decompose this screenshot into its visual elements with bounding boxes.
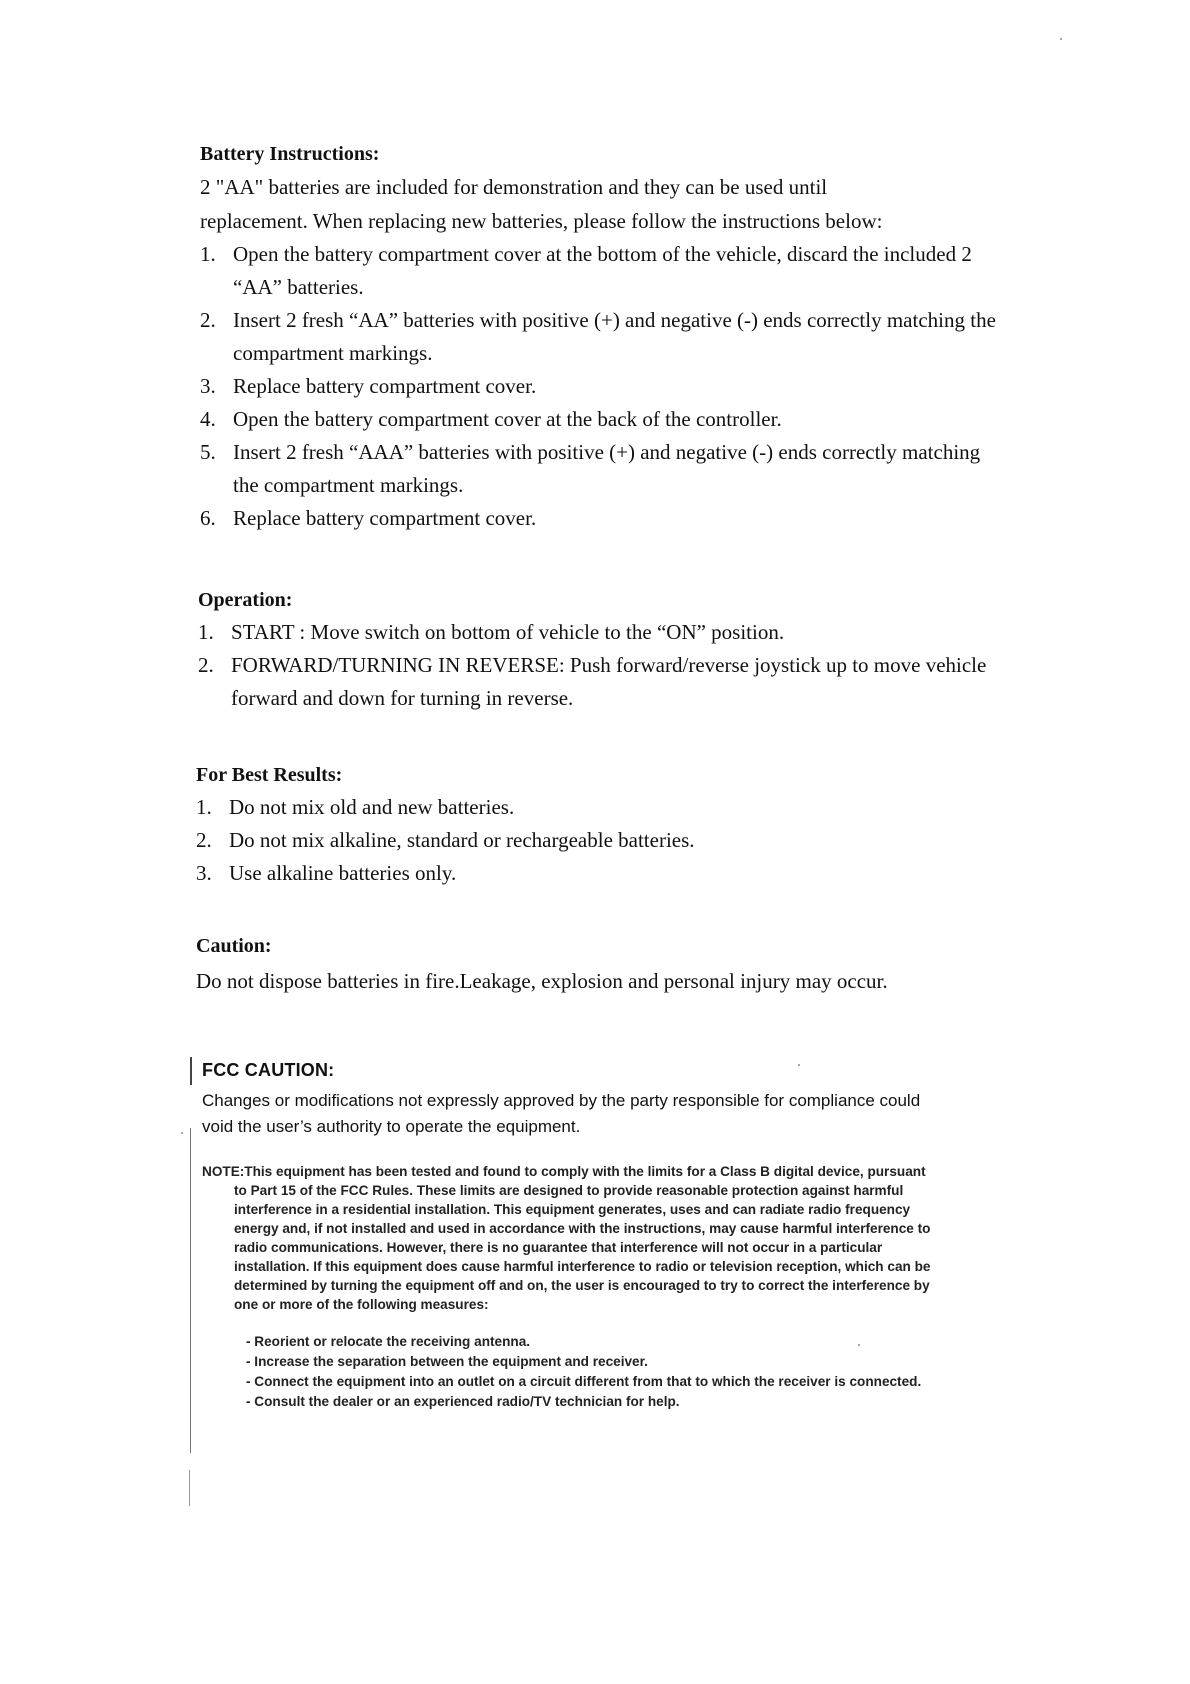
caution-heading: Caution:: [196, 935, 272, 957]
list-item-text: FORWARD/TURNING IN REVERSE: Push forward/reverse joystick up to move vehicle forward and down for turning in reverse.: [231, 653, 987, 710]
caution-text: Do not dispose batteries in fire.Leakage, explosion and personal injury may occur.: [196, 969, 888, 993]
list-item: [196, 857, 996, 890]
list-item-number: 5.: [200, 440, 216, 464]
best-results-list: [196, 791, 996, 890]
fcc-note-text: This equipment has been tested and found to comply with the limits for a Class B digital device, pursuant to Part 15 of the FCC Rules. These limits are designed to provide reasonable protection against harmful interference in a residential installation. This equipment generates, uses and can radiate radio frequency energy and, if not installed and used in accordance with the instructions, may cause harmful interference to radio communications. However, there is no guarantee that interference will not occur in a particular installation. If this equipment does cause harmful interference to radio or television reception, which can be determined by turning the equipment off and on, the user is encouraged to try to correct the interference by one or more of the following measures:: [234, 1164, 931, 1312]
operation-steps-list: [198, 616, 1008, 715]
fcc-note: [202, 1162, 942, 1314]
operation-section: [198, 584, 1008, 715]
best-results-heading: For Best Results:: [196, 764, 343, 786]
list-item: [198, 649, 1008, 715]
list-item: [200, 304, 1000, 370]
list-item-text: Do not mix alkaline, standard or rechargeable batteries.: [229, 828, 695, 852]
list-item: - Reorient or relocate the receiving antenna.: [246, 1334, 531, 1349]
operation-heading: Operation:: [198, 589, 293, 611]
fcc-caution-section: [202, 1058, 942, 1412]
list-item-number: 1.: [200, 242, 216, 266]
list-item: [200, 238, 1000, 304]
scan-speck: [181, 1132, 183, 1134]
fcc-margin-line-2: [190, 1128, 191, 1453]
list-item-text: Insert 2 fresh “AAA” batteries with positive (+) and negative (-) ends correctly matching the compartment markings.: [233, 440, 981, 497]
battery-intro-line-1: 2 "AA" batteries are included for demonstration and they can be used until: [200, 175, 828, 199]
list-item: - Increase the separation between the equipment and receiver.: [246, 1354, 648, 1369]
fcc-caution-text: Changes or modifications not expressly approved by the party responsible for compliance could void the user’s authority to operate the equipment.: [202, 1091, 921, 1136]
list-item-text: Replace battery compartment cover.: [233, 506, 537, 530]
list-item-text: Open the battery compartment cover at the back of the controller.: [233, 407, 782, 431]
best-results-section: [196, 759, 996, 890]
list-item: [200, 370, 1000, 403]
list-item-text: Use alkaline batteries only.: [229, 861, 457, 885]
list-item-number: 6.: [200, 506, 216, 530]
list-item-text: Insert 2 fresh “AA” batteries with positive (+) and negative (-) ends correctly matching the compartment markings.: [233, 308, 996, 365]
list-item-number: 1.: [196, 795, 212, 819]
list-item-number: 2.: [200, 308, 216, 332]
list-item: - Connect the equipment into an outlet on a circuit different from that to which the receiver is connected.: [246, 1374, 922, 1389]
fcc-margin-line-1: [190, 1057, 192, 1085]
fcc-caution-title: FCC CAUTION:: [202, 1060, 335, 1080]
scan-speck: [1060, 38, 1062, 40]
list-item-number: 4.: [200, 407, 216, 431]
list-item-number: 1.: [198, 620, 214, 644]
list-item: [198, 616, 1008, 649]
battery-intro-line-2: replacement. When replacing new batteries, please follow the instructions below:: [200, 209, 883, 233]
list-item-number: 2.: [196, 828, 212, 852]
list-item-text: START : Move switch on bottom of vehicle to the “ON” position.: [231, 620, 785, 644]
list-item-number: 3.: [200, 374, 216, 398]
fcc-note-label: NOTE:: [202, 1164, 245, 1179]
list-item-number: 2.: [198, 653, 214, 677]
caution-section: [196, 930, 1016, 998]
list-item: [196, 824, 996, 857]
fcc-measures-list: [202, 1332, 942, 1412]
list-item-number: 3.: [196, 861, 212, 885]
battery-instructions-section: [200, 138, 1000, 535]
battery-instructions-heading: Battery Instructions:: [200, 143, 380, 165]
list-item-text: Open the battery compartment cover at the bottom of the vehicle, discard the included 2 “AA” batteries.: [233, 242, 972, 299]
list-item: [196, 791, 996, 824]
list-item: [200, 502, 1000, 535]
list-item-text: Do not mix old and new batteries.: [229, 795, 515, 819]
list-item: - Consult the dealer or an experienced radio/TV technician for help.: [246, 1394, 680, 1409]
fcc-note-body: [202, 1162, 942, 1314]
fcc-margin-line-3: [189, 1470, 190, 1506]
list-item: [200, 436, 1000, 502]
list-item: [200, 403, 1000, 436]
list-item-text: Replace battery compartment cover.: [233, 374, 537, 398]
battery-steps-list: [200, 238, 1000, 535]
